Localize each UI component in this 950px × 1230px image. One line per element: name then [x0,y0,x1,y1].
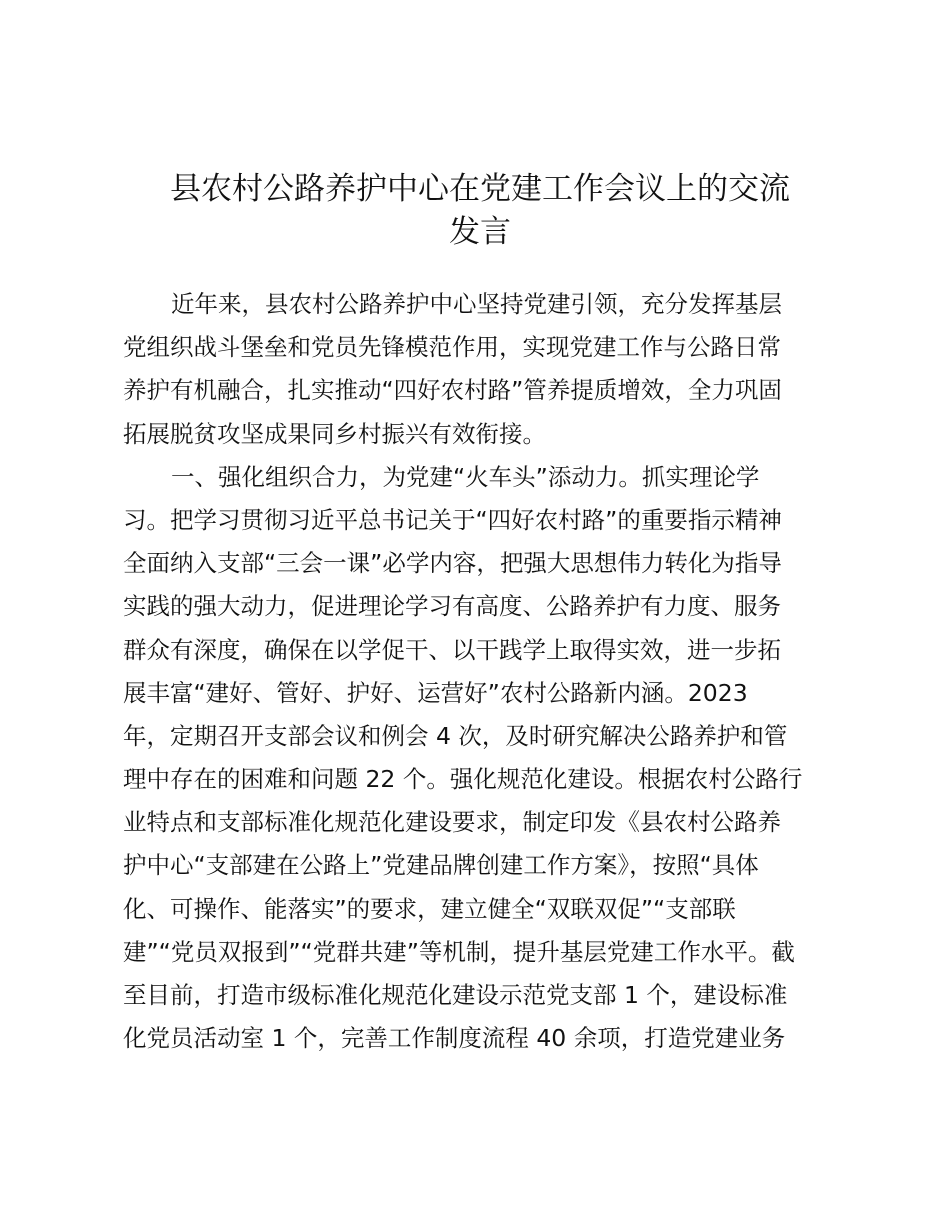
paragraph-1-line: 党组织战斗堡垒和党员先锋模范作用，实现党建工作与公路日常 [123,333,781,362]
paragraph-2-line: 一、强化组织合力，为党建“火车头”添动力。抓实理论学 [171,462,760,491]
paragraph-2-line: 业特点和支部标准化规范化建设要求，制定印发《县农村公路养 [123,808,781,837]
document-title [120,168,840,254]
paragraph-2-line: 建”“党员双报到”“党群共建”等机制，提升基层党建工作水平。截 [123,937,795,966]
paragraph-2-line: 群众有深度，确保在以学促干、以干践学上取得实效，进一步拓 [123,635,781,664]
paragraph-2-line: 至目前，打造市级标准化规范化建设示范党支部 1 个，建设标准 [123,981,788,1009]
paragraph-2-line: 年，定期召开支部会议和例会 4 次，及时研究解决公路养护和管 [123,721,788,750]
paragraph-2-line: 理中存在的困难和问题 22 个。强化规范化建设。根据农村公路行 [123,765,803,794]
paragraph-2-line: 习。把学习贯彻习近平总书记关于“四好农村路”的重要指示精神 [123,505,782,534]
paragraph-2-line: 护中心“支部建在公路上”党建品牌创建工作方案》，按照“具体 [123,851,759,880]
paragraph-2-line: 实践的强大动力，促进理论学习有高度、公路养护有力度、服务 [123,592,781,621]
paragraph-2-line: 化党员活动室 1 个，完善工作制度流程 40 余项，打造党建业务 [123,1024,786,1053]
title-line: 发言 [449,214,511,250]
paragraph-1-line: 拓展脱贫攻坚成果同乡村振兴有效衔接。 [123,419,546,448]
document-body [123,283,838,1060]
paragraph-1-line: 近年来，县农村公路养护中心坚持党建引领，充分发挥基层 [171,290,782,318]
paragraph-2-line: 化、可操作、能落实”的要求，建立健全“双联双促”“支部联 [123,894,736,923]
title-line: 县农村公路养护中心在党建工作会议上的交流 [170,171,790,207]
paragraph-1-line: 养护有机融合，扎实推动“四好农村路”管养提质增效，全力巩固 [123,376,782,405]
paragraph-2-line: 展丰富“建好、管好、护好、运营好”农村公路新内涵。2023 [123,678,748,707]
paragraph-2-line: 全面纳入支部“三会一课”必学内容，把强大思想伟力转化为指导 [123,549,782,578]
